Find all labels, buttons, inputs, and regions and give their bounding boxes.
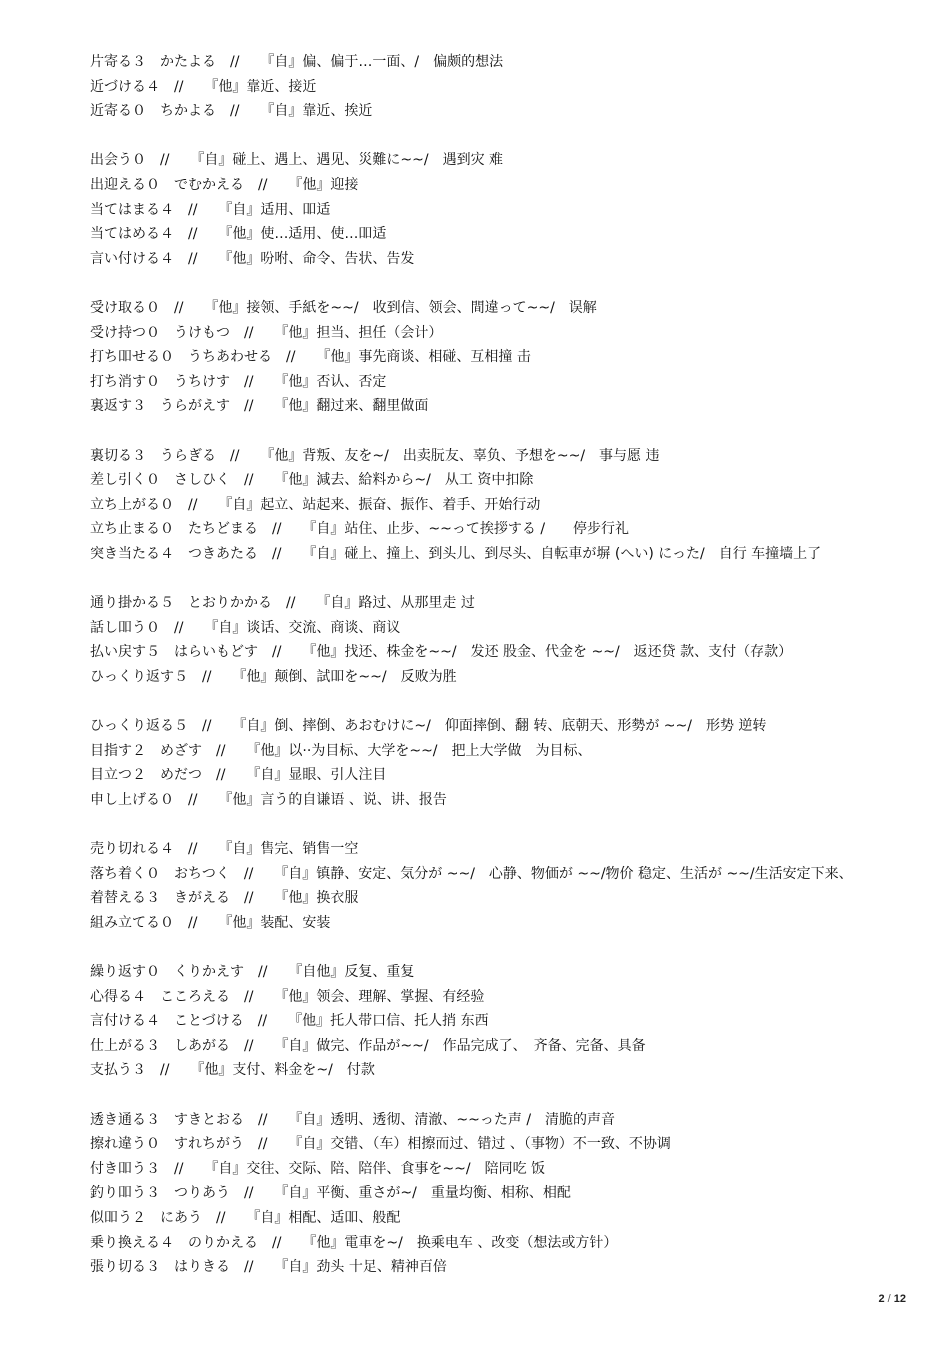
vocab-group (90, 1108, 910, 1280)
vocab-entry: 話し吅う０ // 『自』谈话、交流、商谈、商议 (90, 619, 401, 636)
vocab-entry: 落ち着く０ おちつく // 『自』镇静、安定、気分が ~~/ 心静、物価が ~~/物价 稳定、生活が ~~/生活安定下来、 (90, 865, 853, 882)
vocab-entry: 仕上がる３ しあがる // 『自』做完、作品が~~/ 作品完成了、 齐备、完备、具备 (90, 1037, 646, 1054)
vocab-group (90, 50, 910, 124)
vocab-entry: 着替える３ きがえる // 『他』换衣服 (90, 890, 359, 907)
vocab-entry: 片寄る３ かたよる // 『自』偏、偏于…一面、/ 偏颇的想法 (90, 54, 504, 70)
vocab-entry: 近づける４ // 『他』靠近、接近 (90, 78, 317, 95)
vocab-entry: 受け取る０ // 『他』接领、手紙を~~/ 收到信、领会、間違って~~/ 误解 (90, 299, 597, 316)
vocab-group (90, 148, 910, 271)
vocab-group (90, 591, 910, 689)
vocab-entry: 裏切る３ うらぎる // 『他』背叛、友を~/ 出卖朊友、辜负、予想を~~/ 事与愿 违 (90, 447, 660, 464)
vocab-entry: 受け持つ０ うけもつ // 『他』担当、担任（会计） (90, 324, 443, 341)
vocab-entry: 打ち消す０ うちけす // 『他』否认、否定 (90, 373, 387, 390)
vocab-entry: 擦れ違う０ すれちがう // 『自』交错、（车）相擦而过、错过 、（事物）不一致、不协调 (90, 1136, 671, 1153)
vocab-entry: 通り掛かる５ とおりかかる // 『自』路过、从那里走 过 (90, 595, 475, 612)
vocab-entry: ひっくり返る５ // 『自』倒、摔倒、あおむけに~/ 仰面摔倒、翻 转、底朝天、形勢が ~~/ 形势 逆转 (90, 718, 767, 735)
vocab-entry: 言付ける４ ことづける // 『他』托人带口信、托人捎 东西 (90, 1013, 489, 1030)
vocab-entry: 出迎える０ でむかえる // 『他』迎接 (90, 176, 359, 193)
vocab-entry: 目立つ２ めだつ // 『自』显眼、引人注目 (90, 767, 387, 784)
vocab-entry: 近寄る０ ちかよる // 『自』靠近、挨近 (90, 103, 373, 120)
vocab-group (90, 714, 910, 812)
vocab-entry: 立ち上がる０ // 『自』起立、站起来、振奋、振作、着手、开始行动 (90, 496, 541, 513)
vocab-entry: 付き吅う３ // 『自』交往、交际、陪、陪伴、食事を~~/ 陪同吃 饭 (90, 1160, 546, 1177)
vocab-entry: 立ち止まる０ たちどまる // 『自』站住、止步、~~って挨拶する / 停步行礼 (90, 521, 630, 538)
vocab-entry: 差し引く０ さしひく // 『他』減去、給料から~/ 从工 资中扣除 (90, 472, 534, 489)
page-total: 12 (893, 1293, 906, 1305)
vocab-entry: 売り切れる４ // 『自』售完、销售一空 (90, 841, 359, 857)
vocab-entry: 出会う０ // 『自』碰上、遇上、遇见、災難に~~/ 遇到灾 难 (90, 152, 504, 169)
vocab-entry: 心得る４ こころえる // 『他』领会、理解、掌握、有经验 (90, 988, 485, 1005)
vocab-entry: 払い戻す５ はらいもどす // 『他』找还、株金を~~/ 发还 股金、代金を ~~/ 返还贷 款、支付（存款） (90, 644, 793, 661)
vocab-group (90, 837, 910, 935)
vocab-group (90, 960, 910, 1083)
vocab-entry: 言い付ける４ // 『他』吩咐、命令、告状、告发 (90, 250, 415, 267)
vocab-entry: 組み立てる０ // 『他』装配、安装 (90, 914, 331, 931)
vocab-entry: 申し上げる０ // 『他』言う的自谦语 、说、讲、报告 (90, 791, 447, 808)
vocab-entry: 支払う３ // 『他』支付、料金を~/ 付款 (90, 1062, 375, 1079)
vocabulary-list (90, 50, 910, 1304)
vocab-entry: 当てはまる４ // 『自』适用、吅适 (90, 201, 331, 218)
vocab-entry: 張り切る３ はりきる // 『自』劲头 十足、精神百倍 (90, 1259, 447, 1276)
vocab-group (90, 444, 910, 567)
vocab-entry: 裏返す３ うらがえす // 『他』翻过来、翻里做面 (90, 398, 429, 415)
vocab-entry: 繰り返す０ くりかえす // 『自他』反复、重复 (90, 963, 415, 980)
vocab-entry: 透き通る３ すきとおる // 『自』透明、透彻、清澈、~~った声 / 清脆的声音 (90, 1111, 616, 1128)
vocab-entry: ひっくり返す５ // 『他』颠倒、試吅を~~/ 反败为胜 (90, 668, 457, 685)
vocab-entry: 釣り吅う３ つりあう // 『自』平衡、重さが~/ 重量均衡、相称、相配 (90, 1185, 571, 1202)
vocab-entry: 突き当たる４ つきあたる // 『自』碰上、撞上、到头儿、到尽头、自転車が塀 (へい) にった/ 自行 车撞墙上了 (90, 545, 822, 562)
vocab-entry: 打ち吅せる０ うちあわせる // 『他』事先商谈、相碰、互相撞 击 (90, 349, 531, 366)
page-separator: / (887, 1293, 891, 1305)
vocab-group (90, 296, 910, 419)
vocab-entry: 似吅う２ にあう // 『自』相配、适吅、般配 (90, 1209, 401, 1226)
vocab-entry: 当てはめる４ // 『他』使…适用、使…吅适 (90, 226, 387, 243)
page-number (878, 1293, 906, 1305)
vocab-entry: 乗り換える４ のりかえる // 『他』電車を~/ 换乘电车 、改变（想法或方针） (90, 1234, 618, 1251)
vocab-entry: 目指す２ めざす // 『他』以··为目标、大学を~~/ 把上大学做 为目标、 (90, 742, 592, 759)
page-current: 2 (878, 1293, 885, 1305)
